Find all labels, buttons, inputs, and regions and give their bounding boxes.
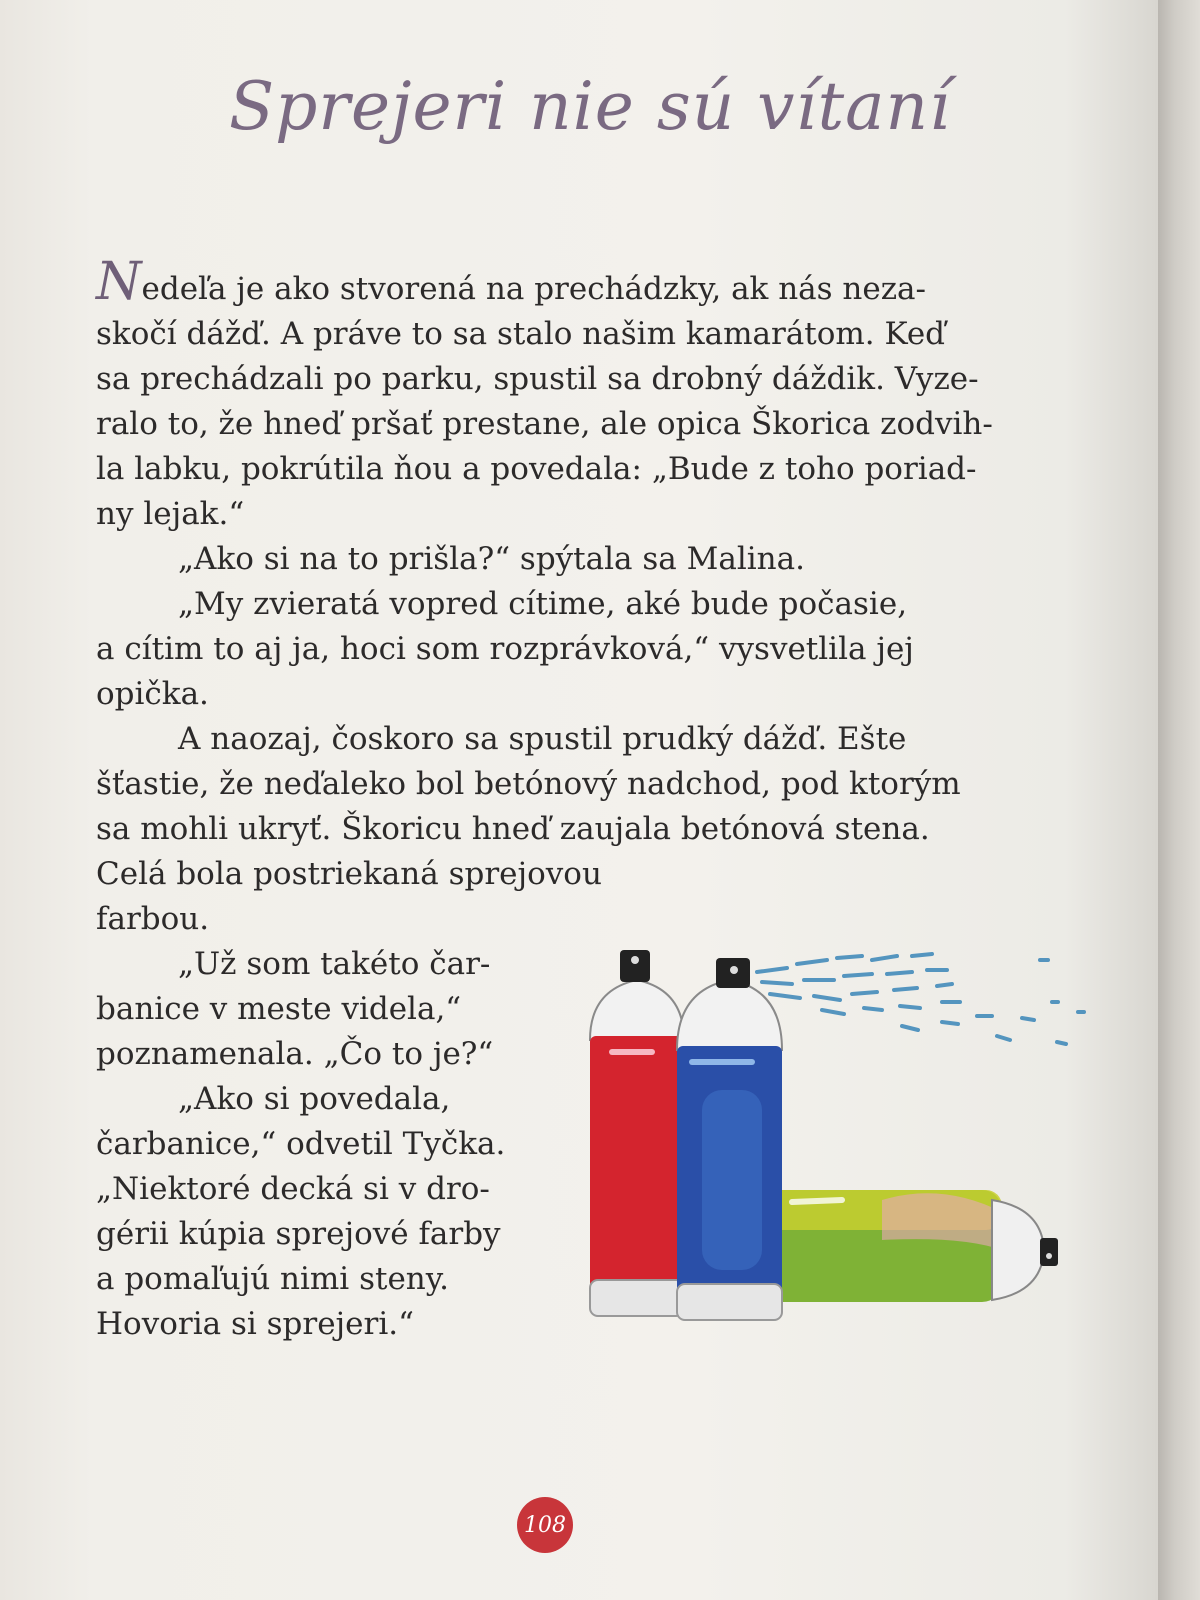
- book-spine-edge: [1158, 0, 1200, 1600]
- text-line: ralo to, že hneď pršať prestane, ale opica Škorica zodvih-: [96, 406, 993, 442]
- text-line: čarbanice,“ odvetil Tyčka.: [96, 1126, 506, 1162]
- text-line: banice v meste videla,“: [96, 991, 462, 1027]
- text-line: skočí dážď. A práve to sa stalo našim kamarátom. Keď: [96, 316, 946, 352]
- text-line: a cítim to aj ja, hoci som rozprávková,“ vysvetlila jej: [96, 631, 914, 667]
- green-spray-can: [762, 1190, 1058, 1302]
- spray-cans-illustration: [582, 950, 1102, 1350]
- text-line: Hovoria si sprejeri.“: [96, 1306, 414, 1342]
- text-line: opička.: [96, 676, 209, 712]
- text-line: gérii kúpia sprejové farby: [96, 1216, 501, 1252]
- text-line: ny lejak.“: [96, 496, 245, 532]
- text-line: „Ako si povedala,: [178, 1081, 451, 1117]
- page-number: 108: [517, 1497, 573, 1553]
- text-line: sa mohli ukryť. Škoricu hneď zaujala betónová stena.: [96, 811, 930, 847]
- text-line: „Ako si na to prišla?“ spýtala sa Malina.: [178, 541, 805, 577]
- text-line: poznamenala. „Čo to je?“: [96, 1036, 494, 1072]
- spray-mist: [757, 954, 1084, 1044]
- page-title: Sprejeri nie sú vítaní: [228, 68, 952, 145]
- blue-spray-can: [677, 958, 782, 1320]
- text-line: „Niektoré decká si v dro-: [96, 1171, 490, 1207]
- text-line: farbou.: [96, 901, 210, 937]
- text-line: A naozaj, čoskoro sa spustil prudký dážď. Ešte: [178, 721, 907, 757]
- text-line: „My zvieratá vopred cítime, aké bude počasie,: [178, 586, 908, 622]
- text-line: Celá bola postriekaná sprejovou: [96, 856, 602, 892]
- red-spray-can: [590, 950, 684, 1316]
- text-line: sa prechádzali po parku, spustil sa drobný dáždik. Vyze-: [96, 361, 979, 397]
- text-line: a pomaľujú nimi steny.: [96, 1261, 450, 1297]
- text-line: šťastie, že neďaleko bol betónový nadchod, pod ktorým: [96, 766, 961, 802]
- text-line: Nedeľa je ako stvorená na prechádzky, ak nás neza-: [96, 252, 927, 312]
- text-line: la labku, pokrútila ňou a povedala: „Bude z toho poriad-: [96, 451, 977, 487]
- text-line: „Už som takéto čar-: [178, 946, 491, 982]
- drop-cap: N: [96, 252, 142, 312]
